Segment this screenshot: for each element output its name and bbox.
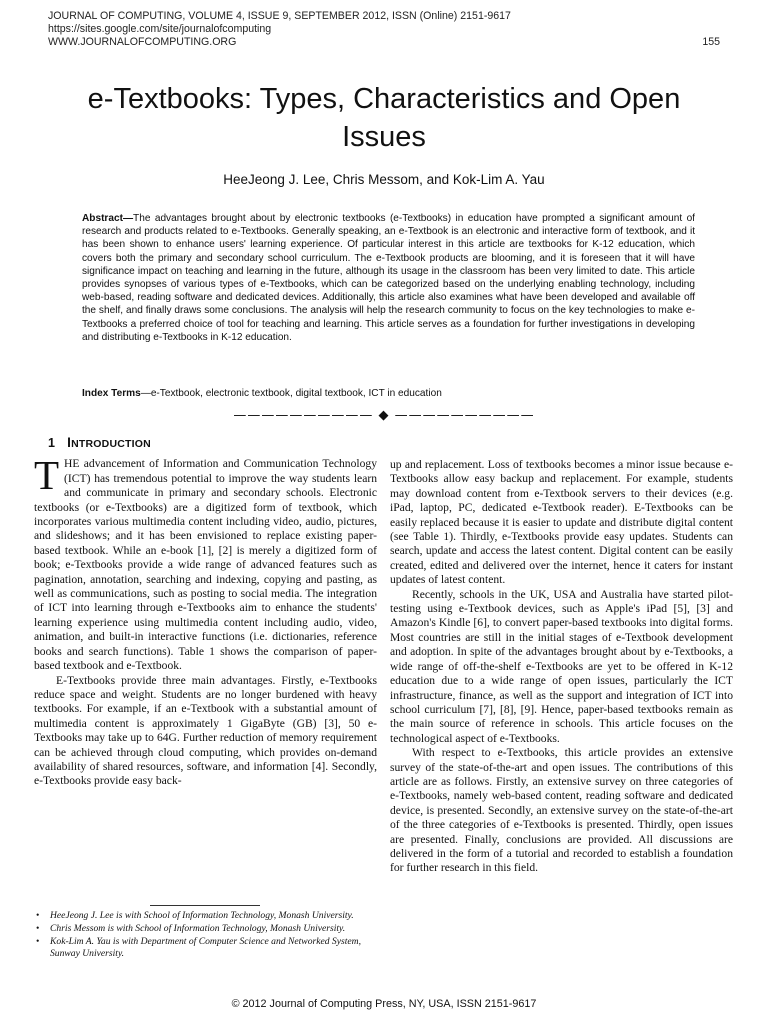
section-divider: —————————— ◆ —————————— xyxy=(233,408,535,423)
footnote-item: • HeeJeong J. Lee is with School of Information Technology, Monash University. xyxy=(34,910,384,921)
intro-paragraph-4: Recently, schools in the UK, USA and Australia have started pilot-testing using e-Textbook devices, such as Apple's iPad [5], [3] and Amazon's Kindle [6], to convert paper-based textbooks into digital forms. Most countries are still in the initial stages of e-Textbook development and adoption. In spite of the advantages brought about by e-Textbooks, a wide range of off-the-shelf e-Textbooks are yet to be offered in K-12 education due to a wide range of open issues, particularly the ICT infrastructure, finance, as well as the support and integration of ICT into school curriculum [7], [8], [9]. Hence, paper-based textbooks remain as the main source of reference in schools. This article focuses on the technological aspect of e-Textbooks. xyxy=(390,587,733,745)
journal-site-link[interactable]: https://sites.google.com/site/journalofcomputing xyxy=(48,23,272,35)
journal-web-link[interactable]: WWW.JOURNALOFCOMPUTING.ORG xyxy=(48,36,237,48)
journal-header xyxy=(48,10,720,49)
section-title-initial: I xyxy=(67,435,72,450)
left-column xyxy=(34,436,377,789)
intro-paragraph-5: With respect to e-Textbooks, this article provides an extensive survey of the state-of-the-art and open issues. The contributions of this article are as follows. Firstly, an extensive survey on three categories of e-Textbooks, namely web-based content, reading software and dedicated device, is presented. Secondly, an extensive survey on the state-of-the-art of the three categories of e-Textbooks is presented. Thirdly, open issues are presented. Finally, conclusions are provided. All discussions are delivered in the form of a tutorial and recorded to establish a foundation for further research in this field. xyxy=(390,746,733,875)
abstract-label: Abstract xyxy=(82,213,123,224)
abstract-text: The advantages brought about by electronic textbooks (e-Textbooks) in education have prompted a significant amount of research and products related to e-Textbooks. Generally speaking, an e-Textbook is an electronic and interactive form of textbook, and it has been shown to enhance users' learning experience. Of particular interest in this article are textbooks for K-12 education, which covers both the primary and secondary school curriculum. The e-Textbook products are blooming, and it is foreseen that it will have significance impact on teaching and learning in the future, although its usage in the classroom has been very limited to date. This article provides synopses of various types of e-Textbooks, which can be categorized based on the underlying enabling technology, including web-based, reading software and dedicated devices. Additionally, this article also examines what have been developed and available off the shelf, and finally draws some conclusions. The analysis will help the research community to focus on the key technologies to make e-Textbooks a preferred choice of tool for teaching and learning. This article serves as a foundation for further investigations in developing and distributing e-Textbooks in K-12 education. xyxy=(82,213,695,343)
paper-title: e-Textbooks: Types, Characteristics and Open Issues xyxy=(87,83,681,153)
copyright-footer: © 2012 Journal of Computing Press, NY, USA, ISSN 2151-9617 xyxy=(231,998,537,1010)
section-heading xyxy=(48,436,377,451)
section-title-rest: NTRODUCTION xyxy=(71,438,151,450)
drop-cap: T xyxy=(34,452,60,499)
right-column xyxy=(390,458,733,876)
paper-authors: HeeJeong J. Lee, Chris Messom, and Kok-Lim A. Yau xyxy=(223,172,545,187)
intro-paragraph-2: E-Textbooks provide three main advantages. Firstly, e-Textbooks reduce space and weight. Students are no longer burdened with heavy textbooks. For example, if an e-Textbook with a substantial amount of multimedia content is approximately 1 GigaByte (GB) [3], 50 e-Textbooks may take up to 64G. Further reduction of memory requirement can be achieved through cloud computing, which provides on-demand availability of shared resources, software, and information [4]. Secondly, e-Textbooks provide easy back- xyxy=(34,673,377,788)
index-terms-text: e-Textbook, electronic textbook, digital textbook, ICT in education xyxy=(150,388,442,399)
footnote-rule xyxy=(150,905,260,906)
index-terms-label: Index Terms xyxy=(82,388,141,399)
author-footnotes xyxy=(34,910,384,961)
abstract: Abstract—The advantages brought about by electronic textbooks (e-Textbooks) in education have prompted a significant amount of research and products related to e-Textbooks. Generally speaking, an e-Textbook is an electronic and interactive form of textbook, and it has been shown to enhance users' learning experience. Of particular interest in this article are textbooks for K-12 education, which covers both the primary and secondary school curriculum. The e-Textbook products are blooming, and it is foreseen that it will have significance impact on teaching and learning in the future, although its usage in the classroom has been very limited to date. This article provides synopses of various types of e-Textbooks, which can be categorized based on the underlying enabling technology, including web-based, reading software and dedicated devices. Additionally, this article also examines what have been developed and available off the shelf, and finally draws some conclusions. The analysis will help the research community to focus on the key technologies to make e-Textbooks a preferred choice of tool for teaching and learning. This article serves as a foundation for further investigations in developing and distributing e-Textbooks in K-12 education. xyxy=(82,213,695,343)
index-terms: Index Terms—e-Textbook, electronic textbook, digital textbook, ICT in education xyxy=(82,388,442,399)
page-number: 155 xyxy=(702,36,720,48)
section-number: 1 xyxy=(48,436,56,450)
footnote-item: • Chris Messom is with School of Information Technology, Monash University. xyxy=(34,923,384,934)
footnote-item: • Kok-Lim A. Yau is with Department of Computer Science and Networked System, Sunway University. xyxy=(34,936,384,958)
journal-info: JOURNAL OF COMPUTING, VOLUME 4, ISSUE 9, SEPTEMBER 2012, ISSN (Online) 2151-9617 xyxy=(48,10,511,22)
intro-paragraph-3: up and replacement. Loss of textbooks becomes a minor issue because e-Textbooks allow easy backup and replacement. For example, students may download content from e-Textbook servers to their devices (e.g. iPad, laptop, PC, dedicated e-Textbook reader). E-Textbooks can be easily replaced because it is easier to update and distribute digital content (see Table 1). Thirdly, e-Textbooks provide easy updates. Students can search, update and access the latest content. Digital content can be easily created, edited and delivered over the internet, hence it caters for instant updates of latest content. xyxy=(390,458,733,587)
intro-paragraph-1: THE advancement of Information and Communication Technology (ICT) has tremendous potential to improve the way students learn and communicate in primary and secondary schools. Electronic textbooks (or e-Textbooks) are a digitized form of textbook, which incorporates various multimedia content including video, audio, pictures, and slideshows; and it has been envisioned to replace existing paper-based textbook. While an e-book [1], [2] is merely a digitized form of book; e-Textbooks provide a wide range of advanced features such as pagination, annotation, searching and indexing, copying and pasting, as well as communications, such as posting to social media. The integration of ICT into learning through e-Textbooks aim to enhance the students' learning experience using multimedia content including audio, video, animation, and built-in interactive functions (i.e. dictionaries, reference books and search functions). Table 1 shows the comparison of paper-based textbook and e-Textbook. xyxy=(34,452,377,673)
